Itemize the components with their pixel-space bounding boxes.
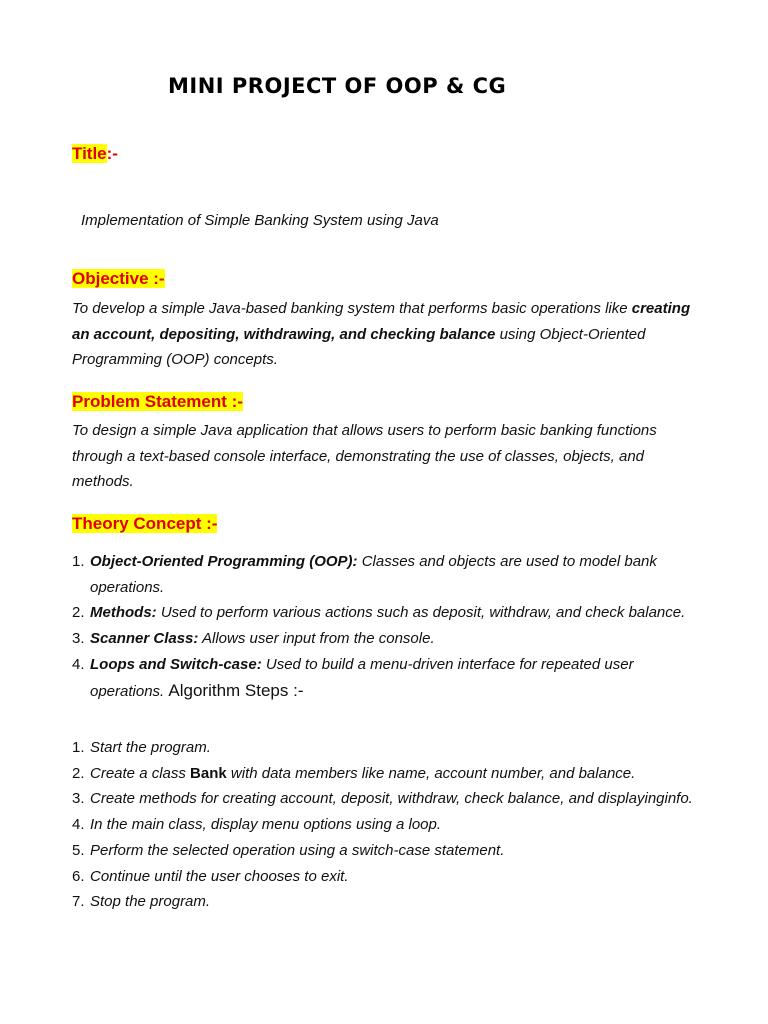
theory-list	[72, 549, 694, 704]
list-item	[72, 652, 694, 704]
step-text: In the main class, display menu options using a loop.	[90, 816, 442, 834]
list-number: 2.	[72, 604, 85, 622]
objective-heading	[72, 269, 165, 289]
list-item	[72, 549, 694, 600]
algorithm-heading: Algorithm Steps :-	[168, 680, 304, 700]
list-item	[72, 838, 694, 864]
document-title: MINI PROJECT OF OOP & CG	[168, 74, 507, 98]
list-number: 7.	[72, 893, 85, 911]
step-text: Continue until the user chooses to exit.	[90, 867, 349, 885]
project-title-text: Implementation of Simple Banking System using Java	[81, 212, 439, 229]
theory-term: Scanner Class:	[90, 630, 199, 648]
problem-paragraph: To design a simple Java application that allows users to perform basic banking functions through a text-based console interface, demonstrating the use of classes, objects, and methods.	[72, 422, 657, 490]
problem-heading-label: Problem Statement :-	[72, 392, 243, 411]
step-text-post: with data members like name, account number, and balance.	[226, 764, 636, 782]
list-item	[72, 600, 694, 626]
theory-term: Loops and Switch-case:	[90, 655, 262, 673]
problem-heading	[72, 392, 243, 412]
step-text: Create a class	[90, 764, 191, 782]
list-number: 1.	[72, 553, 85, 570]
theory-desc: Used to perform various actions such as deposit, withdraw, and check balance.	[156, 604, 686, 622]
step-bold: Bank	[190, 764, 227, 782]
title-heading-suffix: :-	[106, 144, 118, 163]
objective-text-pre: To develop a simple Java-based banking system that performs basic operations like	[72, 300, 632, 317]
list-item	[72, 786, 694, 812]
theory-term: Object-Oriented Programming (OOP):	[90, 553, 358, 570]
list-number: 3.	[72, 790, 85, 808]
list-item	[72, 812, 694, 838]
step-text: Start the program.	[90, 739, 211, 756]
list-number: 3.	[72, 630, 85, 648]
theory-term: Methods:	[90, 604, 157, 622]
theory-heading-label: Theory Concept :-	[72, 514, 218, 533]
list-item	[72, 889, 694, 915]
algorithm-list	[72, 735, 694, 915]
theory-heading	[72, 514, 217, 534]
theory-desc: Used to build a menu-driven interface for repeated user operations.	[90, 655, 634, 700]
step-text: Create methods for creating account, deposit, withdraw, check balance, and displayinginfo.	[90, 790, 693, 808]
list-item	[72, 761, 694, 787]
objective-text-post: using Object-Oriented Programming (OOP) concepts.	[72, 325, 646, 368]
list-number: 1.	[72, 739, 85, 756]
list-number: 4.	[72, 655, 85, 673]
list-item	[72, 735, 694, 761]
step-text: Stop the program.	[90, 893, 211, 911]
list-number: 5.	[72, 841, 85, 859]
list-number: 4.	[72, 816, 85, 834]
step-text: Perform the selected operation using a switch-case statement.	[90, 841, 505, 859]
title-heading	[72, 144, 118, 164]
theory-desc: Classes and objects are used to model bank operations.	[90, 553, 657, 596]
list-item	[72, 864, 694, 890]
theory-desc: Allows user input from the console.	[198, 630, 435, 648]
objective-text-bold: creating an account, depositing, withdrawing, and checking balance	[72, 300, 691, 343]
list-item	[72, 626, 694, 652]
list-number: 2.	[72, 764, 85, 782]
title-heading-label: Title	[72, 144, 107, 163]
list-number: 6.	[72, 867, 85, 885]
objective-paragraph	[72, 296, 694, 373]
objective-heading-label: Objective :-	[72, 269, 165, 288]
